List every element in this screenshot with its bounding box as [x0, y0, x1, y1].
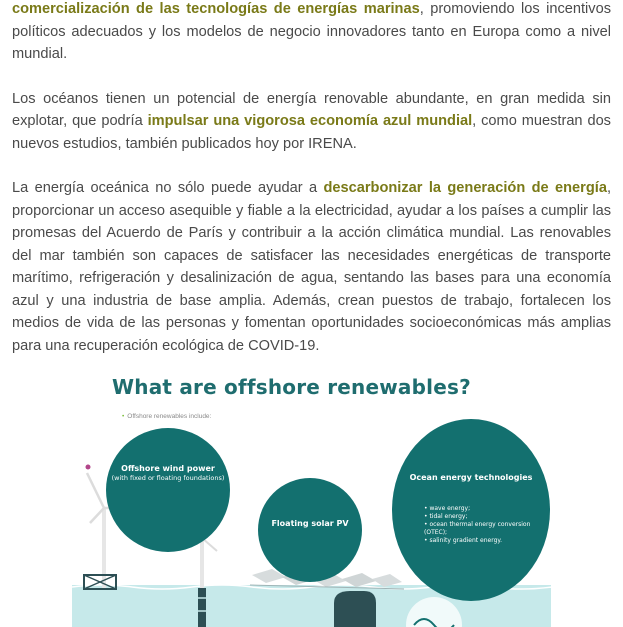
offshore-wind-title: Offshore wind power — [121, 464, 215, 473]
offshore-wind-circle — [106, 428, 230, 552]
paragraph-1-text: , promoviendo los incentivos políticos adecuados y los modelos de negocio innovadores tanto en Europa como a nivel mundial. — [12, 1, 611, 62]
paragraph-3-text-a: La energía oceánica no sólo puede ayudar a — [12, 180, 324, 196]
infographic — [72, 363, 551, 627]
highlight-link-2[interactable]: impulsar una vigorosa economía azul mundial — [147, 113, 473, 129]
highlight-link-1[interactable]: comercialización de las tecnologías de energías marinas — [12, 1, 420, 17]
bullet-icon: • — [122, 413, 125, 420]
paragraph-2 — [12, 88, 611, 156]
list-item: • tidal energy; — [424, 513, 550, 521]
article-body — [12, 0, 611, 357]
infographic-subtitle — [122, 413, 211, 420]
offshore-wind-note: (with fixed or floating foundations) — [111, 474, 225, 482]
paragraph-1 — [12, 0, 611, 66]
paragraph-3 — [12, 177, 611, 357]
paragraph-3-text-b: , proporcionar un acceso asequible y fiable a la electricidad, ayudar a los países a cumplir las promesas del Acuerdo de París y contribuir a la acción climática mundial. Las renovables del mar también son capaces de satisfacer las necesidades energéticas de transporte marítimo, refrigeración y desalinización de agua, sentando las bases para una economía azul y una industria de base amplia. Además, crean puestos de trabajo, fortalecen los medios de vida de las personas y fomentan oportunidades socioeconómicas más amplias para una recuperación ecológica de COVID-19. — [12, 180, 611, 354]
infographic-subtitle-text: Offshore renewables include: — [127, 413, 212, 420]
highlight-link-3[interactable]: descarbonizar la generación de energía — [323, 180, 607, 196]
floating-solar-title: Floating solar PV — [271, 519, 349, 528]
ocean-energy-circle — [392, 419, 550, 601]
list-item: • salinity gradient energy. — [424, 537, 550, 545]
ocean-energy-title: Ocean energy technologies — [409, 473, 533, 482]
paragraph-2-text-b: , como muestran dos nuevos estudios, también publicados hoy por IRENA. — [12, 113, 611, 152]
ocean-energy-list — [424, 505, 550, 545]
list-item: • ocean thermal energy conversion (OTEC); — [424, 521, 550, 537]
floating-solar-circle — [258, 478, 362, 582]
list-item: • wave energy; — [424, 505, 550, 513]
paragraph-2-text-a: Los océanos tienen un potencial de energía renovable abundante, en gran medida sin explotar, que podría — [12, 90, 611, 129]
infographic-title: What are offshore renewables? — [112, 375, 471, 399]
